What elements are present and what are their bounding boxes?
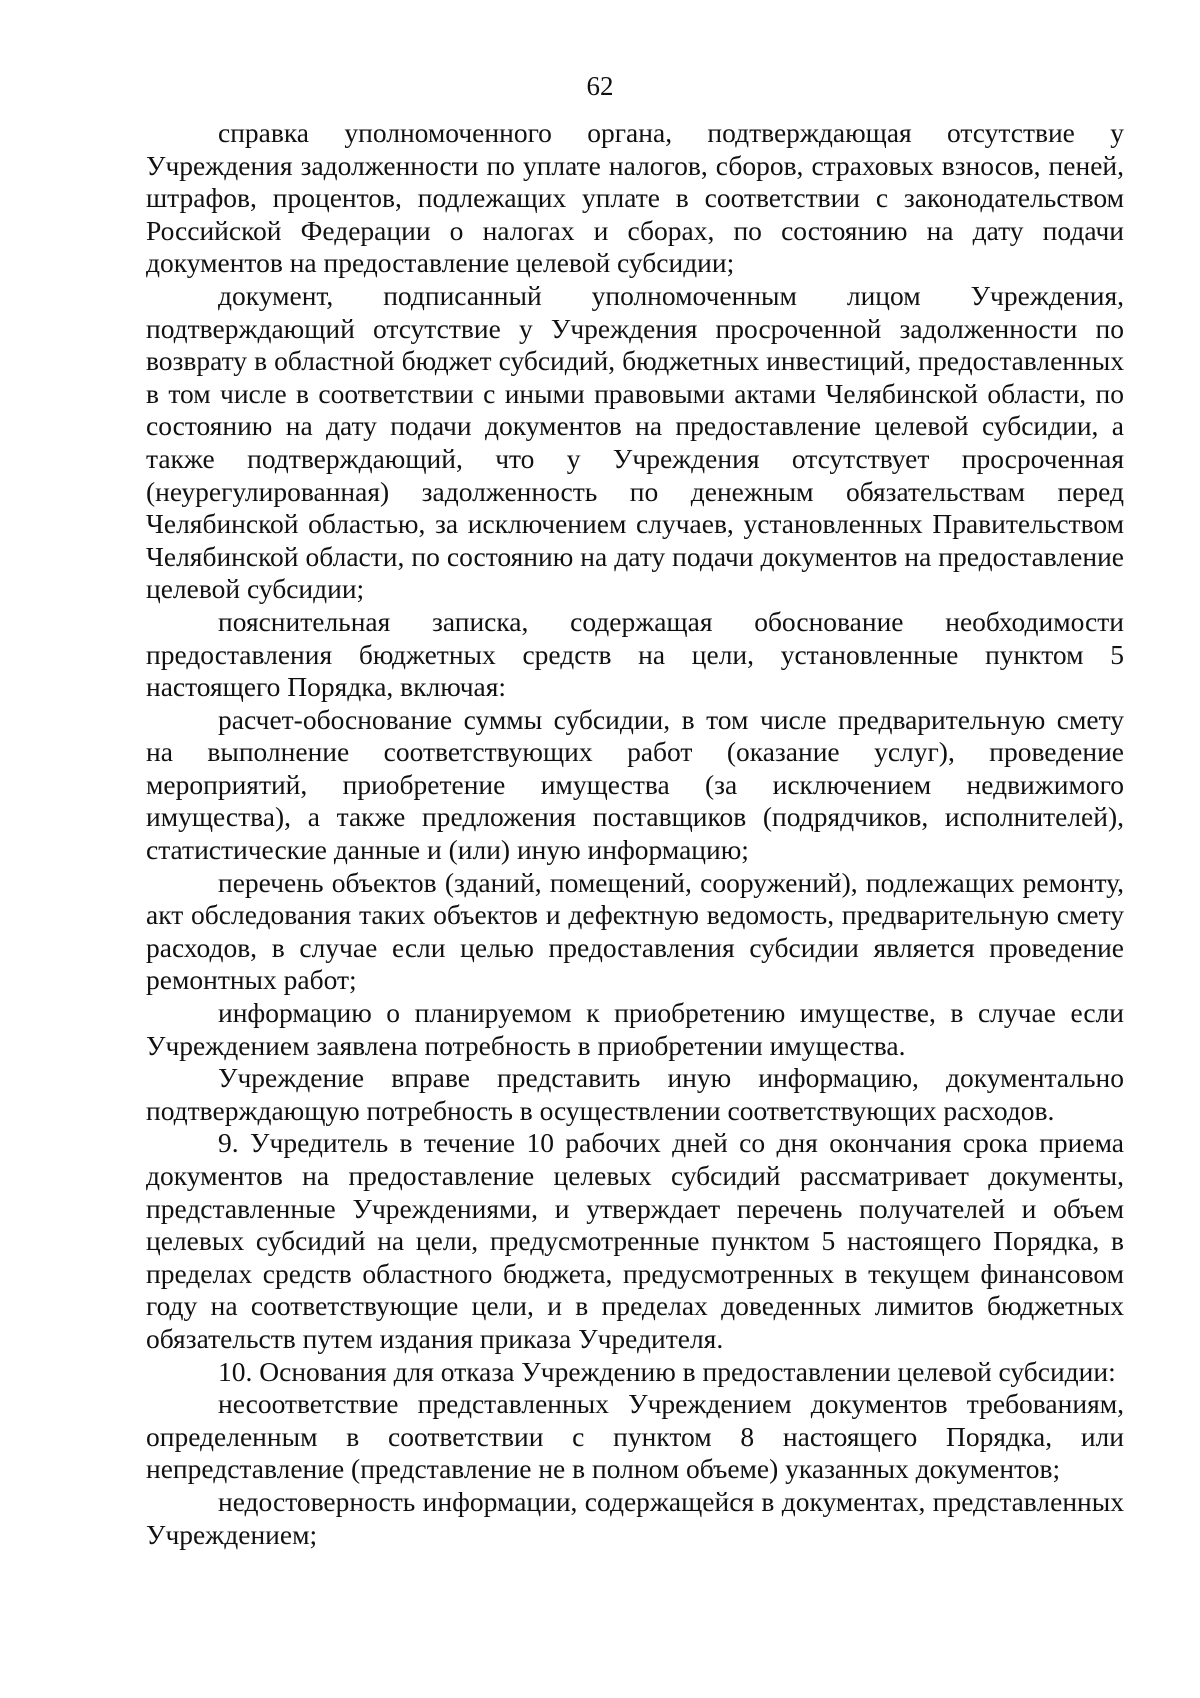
paragraph-explanatory-note: пояснительная записка, содержащая обоснование необходимости предоставления бюджетных средств на цели, установленные пунктом 5 настоящего Порядка, включая: <box>146 605 1124 703</box>
paragraph-overdue-debt-document: документ, подписанный уполномоченным лицом Учреждения, подтверждающий отсутствие у Учреждения просроченной задолженности по возврату в областной бюджет субсидий, бюджетных инвестиций, предоставленных в том числе в соответствии с иными правовыми актами Челябинской области, по состоянию на дату подачи документов на предоставление целевой субсидии, а также подтверждающий, что у Учреждения отсутствует просроченная (неурегулированная) задолженность по денежным обязательствам перед Челябинской областью, за исключением случаев, установленных Правительством Челябинской области, по состоянию на дату подачи документов на предоставление целевой субсидии; <box>146 279 1124 605</box>
paragraph-nonconformity: несоответствие представленных Учреждением документов требованиям, определенным в соответствии с пунктом 8 настоящего Порядка, или непредставление (представление не в полном объеме) указанных документов; <box>146 1388 1124 1485</box>
document-body <box>146 117 1124 1551</box>
page-number: 62 <box>586 71 614 101</box>
paragraph-objects-list: перечень объектов (зданий, помещений, сооружений), подлежащих ремонту, акт обследования таких объектов и дефектную ведомость, предварительную смету расходов, в случае если целью предоставления субсидии является проведение ремонтных работ; <box>146 866 1124 996</box>
paragraph-subsidy-calculation: расчет-обоснование суммы субсидии, в том числе предварительную смету на выполнение соответствующих работ (оказание услуг), проведение мероприятий, приобретение имущества (за исключением недвижимого имущества), а также предложения поставщиков (подрядчиков, исполнителей), статистические данные и (или) иную информацию; <box>146 703 1124 866</box>
paragraph-item-9: 9. Учредитель в течение 10 рабочих дней со дня окончания срока приема документов на предоставление целевых субсидий рассматривает документы, представленные Учреждениями, и утверждает перечень получателей и объем целевых субсидий на цели, предусмотренные пунктом 5 настоящего Порядка, в пределах средств областного бюджета, предусмотренных в текущем финансовом году на соответствующие цели, и в пределах доведенных лимитов бюджетных обязательств путем издания приказа Учредителя. <box>146 1127 1124 1354</box>
paragraph-unreliability: недостоверность информации, содержащейся в документах, представленных Учреждением; <box>146 1485 1124 1550</box>
paragraph-other-info: Учреждение вправе представить иную информацию, документально подтверждающую потребность в осуществлении соответствующих расходов. <box>146 1062 1124 1126</box>
paragraph-property-info: информацию о планируемом к приобретению имуществе, в случае если Учреждением заявлена потребность в приобретении имущества. <box>146 997 1124 1061</box>
paragraph-item-10: 10. Основания для отказа Учреждению в предоставлении целевой субсидии: <box>218 1355 1116 1387</box>
paragraph-tax-debt-certificate: справка уполномоченного органа, подтверждающая отсутствие у Учреждения задолженности по уплате налогов, сборов, страховых взносов, пеней, штрафов, процентов, подлежащих уплате в соответствии с законодательством Российской Федерации о налогах и сборах, по состоянию на дату подачи документов на предоставление целевой субсидии; <box>146 117 1124 279</box>
